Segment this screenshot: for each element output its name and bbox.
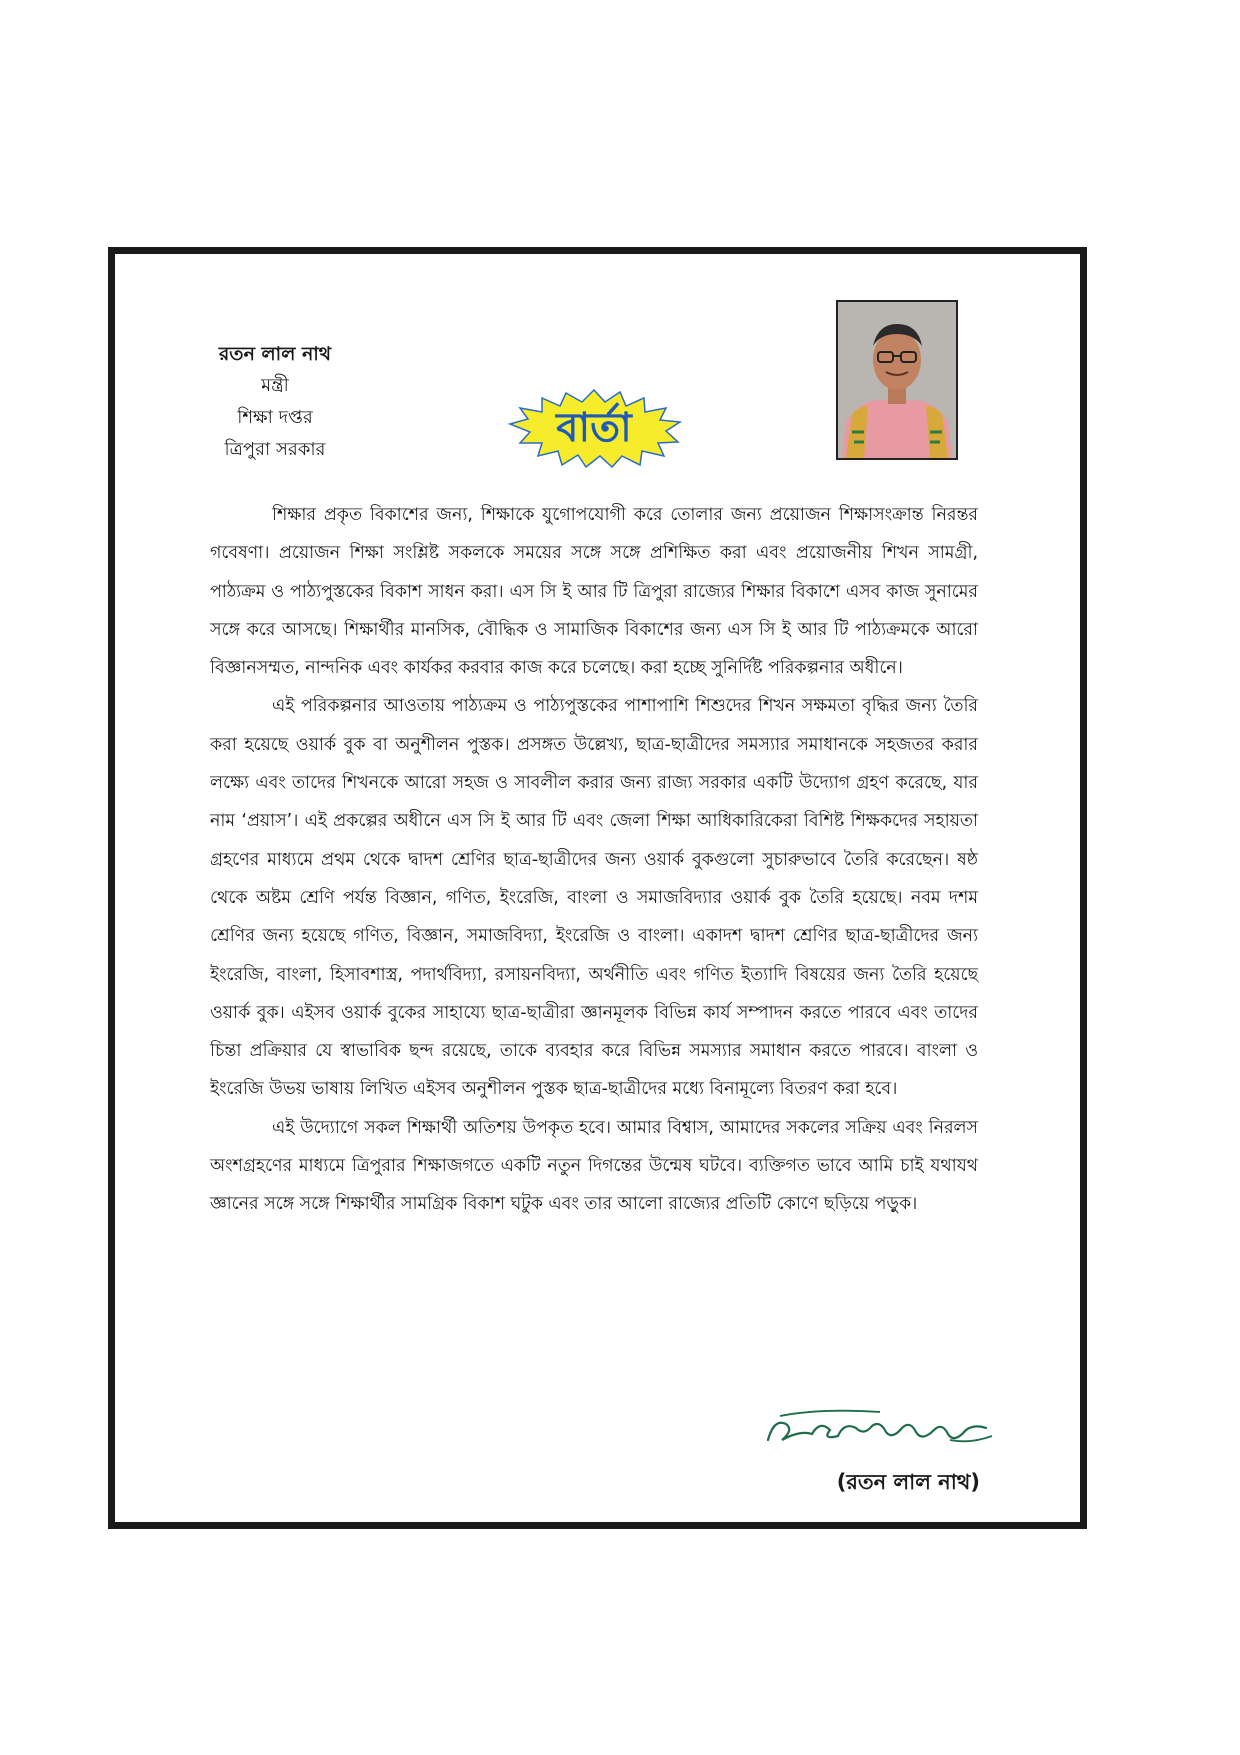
signed-name: (রতন লাল নাথ) <box>836 1470 980 1494</box>
signature <box>760 1400 1000 1460</box>
author-name: রতন লাল নাথ <box>218 343 332 365</box>
message-body <box>210 496 978 1224</box>
author-photo <box>836 300 958 460</box>
author-department: শিক্ষা দপ্তর <box>237 407 313 428</box>
author-government: ত্রিপুরা সরকার <box>224 439 326 460</box>
paragraph-3: এই উদ্যোগে সকল শিক্ষার্থী অতিশয় উপকৃত হবে। আমার বিশ্বাস, আমাদের সকলের সক্রিয় এবং নিরলস অংশগ্রহণের মাধ্যমে ত্রিপুরার শিক্ষাজগতে একটি নতুন দিগন্তের উন্মেষ ঘটবে। ব্যক্তিগত ভাবে আমি চাই যথাযথ জ্ঞানের সঙ্গে সঙ্গে শিক্ষার্থীর সামগ্রিক বিকাশ ঘটুক এবং তার আলো রাজ্যের প্রতিটি কোণে ছড়িয়ে পড়ুক। <box>210 1117 978 1215</box>
heading-burst <box>506 388 682 468</box>
page-heading: বার্তা <box>556 405 632 451</box>
author-block <box>200 338 350 466</box>
author-designation: মন্ত্রী <box>261 375 289 396</box>
paragraph-1: শিক্ষার প্রকৃত বিকাশের জন্য, শিক্ষাকে যুগোপযোগী করে তোলার জন্য প্রয়োজন শিক্ষাসংক্রান্ত নিরন্তর গবেষণা। প্রয়োজন শিক্ষা সংশ্লিষ্ট সকলকে সময়ের সঙ্গে সঙ্গে প্রশিক্ষিত করা এবং প্রয়োজনীয় শিখন সামগ্রী, পাঠ্যক্রম ও পাঠ্যপুস্তকের বিকাশ সাধন করা। এস সি ই আর টি ত্রিপুরা রাজ্যের শিক্ষার বিকাশে এসব কাজ সুনামের সঙ্গে করে আসছে। শিক্ষার্থীর মানসিক, বৌদ্ধিক ও সামাজিক বিকাশের জন্য এস সি ই আর টি পাঠ্যক্রমকে আরো বিজ্ঞানসম্মত, নান্দনিক এবং কার্যকর করবার কাজ করে চলেছে। করা হচ্ছে সুনির্দিষ্ট পরিকল্পনার অধীনে। <box>210 505 978 679</box>
paragraph-2: এই পরিকল্পনার আওতায় পাঠ্যক্রম ও পাঠ্যপুস্তকের পাশাপাশি শিশুদের শিখন সক্ষমতা বৃদ্ধির জন্য তৈরি করা হয়েছে ওয়ার্ক বুক বা অনুশীলন পুস্তক। প্রসঙ্গত উল্লেখ্য, ছাত্র-ছাত্রীদের সমস্যার সমাধানকে সহজতর করার লক্ষ্যে এবং তাদের শিখনকে আরো সহজ ও সাবলীল করার জন্য রাজ্য সরকার একটি উদ্যোগ গ্রহণ করেছে, যার নাম ‘প্রয়াস’। এই প্রকল্পের অধীনে এস সি ই আর টি এবং জেলা শিক্ষা আধিকারিকেরা বিশিষ্ট শিক্ষকদের সহায়তা গ্রহণের মাধ্যমে প্রথম থেকে দ্বাদশ শ্রেণির ছাত্র-ছাত্রীদের জন্য ওয়ার্ক বুকগুলো সুচারুভাবে তৈরি করেছেন। ষষ্ঠ থেকে অষ্টম শ্রেণি পর্যন্ত বিজ্ঞান, গণিত, ইংরেজি, বাংলা ও সমাজবিদ্যার ওয়ার্ক বুক তৈরি হয়েছে। নবম দশম শ্রেণির জন্য হয়েছে গণিত, বিজ্ঞান, সমাজবিদ্যা, ইংরেজি ও বাংলা। একাদশ দ্বাদশ শ্রেণির ছাত্র-ছাত্রীদের জন্য ইংরেজি, বাংলা, হিসাবশাস্ত্র, পদার্থবিদ্যা, রসায়নবিদ্যা, অর্থনীতি এবং গণিত ইত্যাদি বিষয়ের জন্য তৈরি হয়েছে ওয়ার্ক বুক। এইসব ওয়ার্ক বুকের সাহায্যে ছাত্র-ছাত্রীরা জ্ঞানমূলক বিভিন্ন কার্য সম্পাদন করতে পারবে এবং তাদের চিন্তা প্রক্রিয়ার যে স্বাভাবিক ছন্দ রয়েছে, তাকে ব্যবহার করে বিভিন্ন সমস্যার সমাধান করতে পারবে। বাংলা ও ইংরেজি উভয় ভাষায় লিখিত এইসব অনুশীলন পুস্তক ছাত্র-ছাত্রীদের মধ্যে বিনামূল্যে বিতরণ করা হবে। <box>210 696 978 1100</box>
